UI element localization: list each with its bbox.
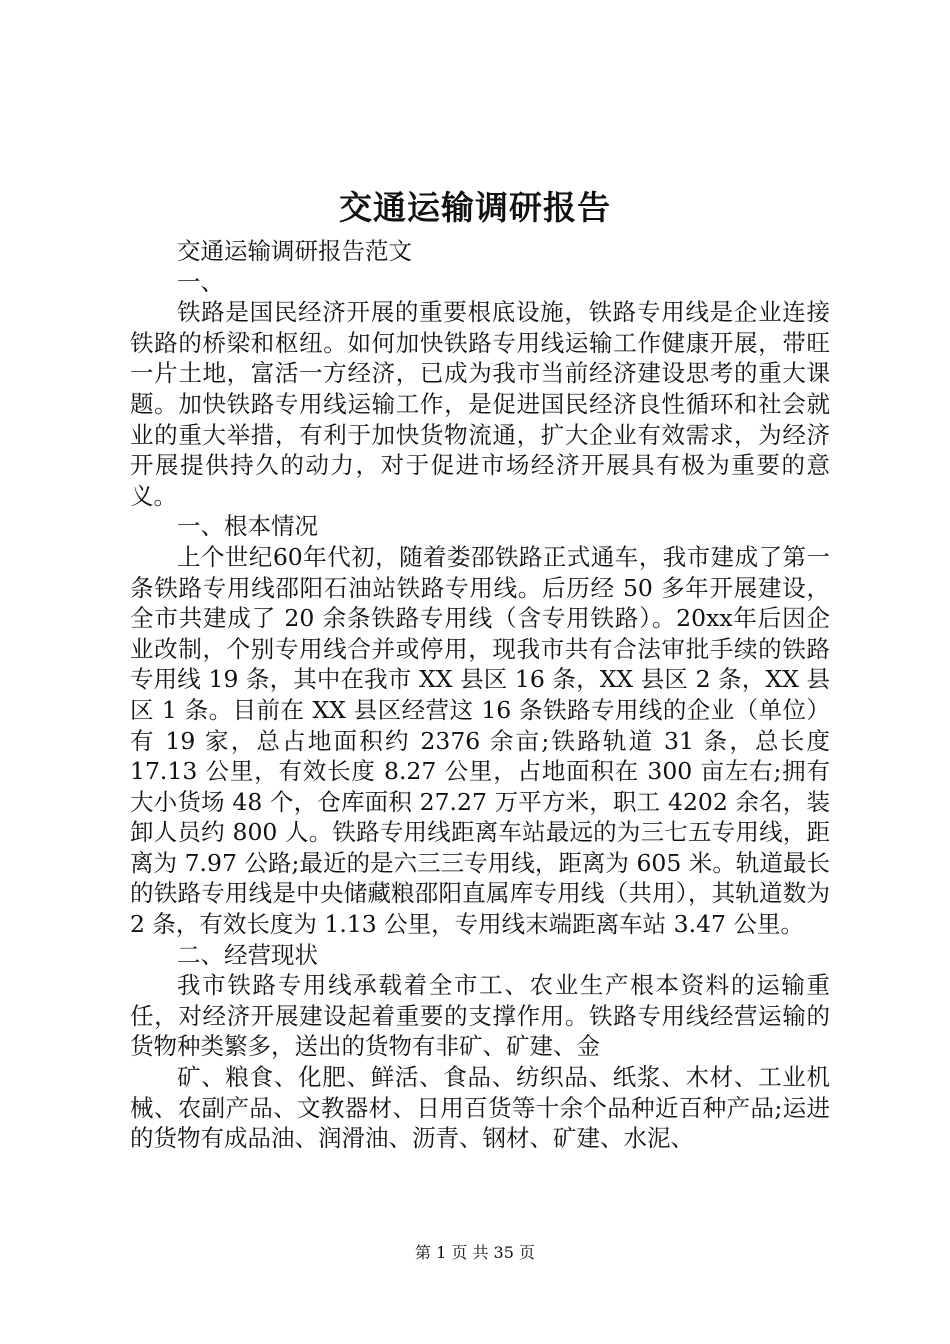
section-heading-operation-status: 二、经营现状 [177, 940, 318, 969]
basic-situation-paragraph: 上个世纪60年代初，随着娄邵铁路正式通车，我市建成了第一条铁路专用线邵阳石油站铁路专用线。后历经 50 多年开展建设，全市共建成了 20 余条铁路专用线（含专用铁路）。20xx年后因企业改制，个别专用线合并或停用，现我市共有合法审批手续的铁路专用线 19 条，其中在我市 XX 县区 16 条，XX 县区 2 条，XX 县区 1 条。目前在 XX 县区经营这 16 条铁路专用线的企业（单位）有 19 家，总占地面积约 2376 余亩;铁路轨道 31 条，总长度 17.13 公里，有效长度 8.27 公里，占地面积在 300 亩左右;拥有大小货场 48 个，仓库面积 27.27 万平方米，职工 4202 余名，装卸人员约 800 人。铁路专用线距离车站最远的为三七五专用线，距离为 7.97 公路;最近的是六三三专用线，距离为 605 米。轨道最长的铁路专用线是中央储藏粮邵阳直属库专用线（共用），其轨道数为 2 条，有效长度为 1.13 公里，专用线末端距离车站 3.47 公里。 [130, 542, 830, 939]
document-title: 交通运输调研报告 [339, 188, 611, 227]
goods-list-paragraph: 矿、粮食、化肥、鲜活、食品、纺织品、纸浆、木材、工业机械、农副产品、文教器材、日用百货等十余个品种近百种产品;运进的货物有成品油、润滑油、沥青、钢材、矿建、水泥、 [130, 1063, 830, 1153]
intro-paragraph: 铁路是国民经济开展的重要根底设施，铁路专用线是企业连接铁路的桥梁和枢纽。如何加快铁路专用线运输工作健康开展，带旺一片土地，富活一方经济，已成为我市当前经济建设思考的重大课题。加快铁路专用线运输工作，是促进国民经济良性循环和社会就业的重大举措，有利于加快货物流通，扩大企业有效需求，为经济开展提供持久的动力，对于促进市场经济开展具有极为重要的意义。 [130, 298, 830, 510]
page-number-footer: 第 1 页 共 35 页 [415, 1243, 535, 1262]
section-heading-basic-situation: 一、根本情况 [177, 512, 318, 541]
document-body [130, 236, 830, 1154]
section-marker: 一、 [177, 267, 224, 296]
operation-status-paragraph: 我市铁路专用线承载着全市工、农业生产根本资料的运输重任，对经济开展建设起着重要的支撑作用。铁路专用线经营运输的货物种类繁多，送出的货物有非矿、矿建、金 [130, 971, 830, 1061]
subtitle-paragraph: 交通运输调研报告范文 [177, 237, 412, 265]
